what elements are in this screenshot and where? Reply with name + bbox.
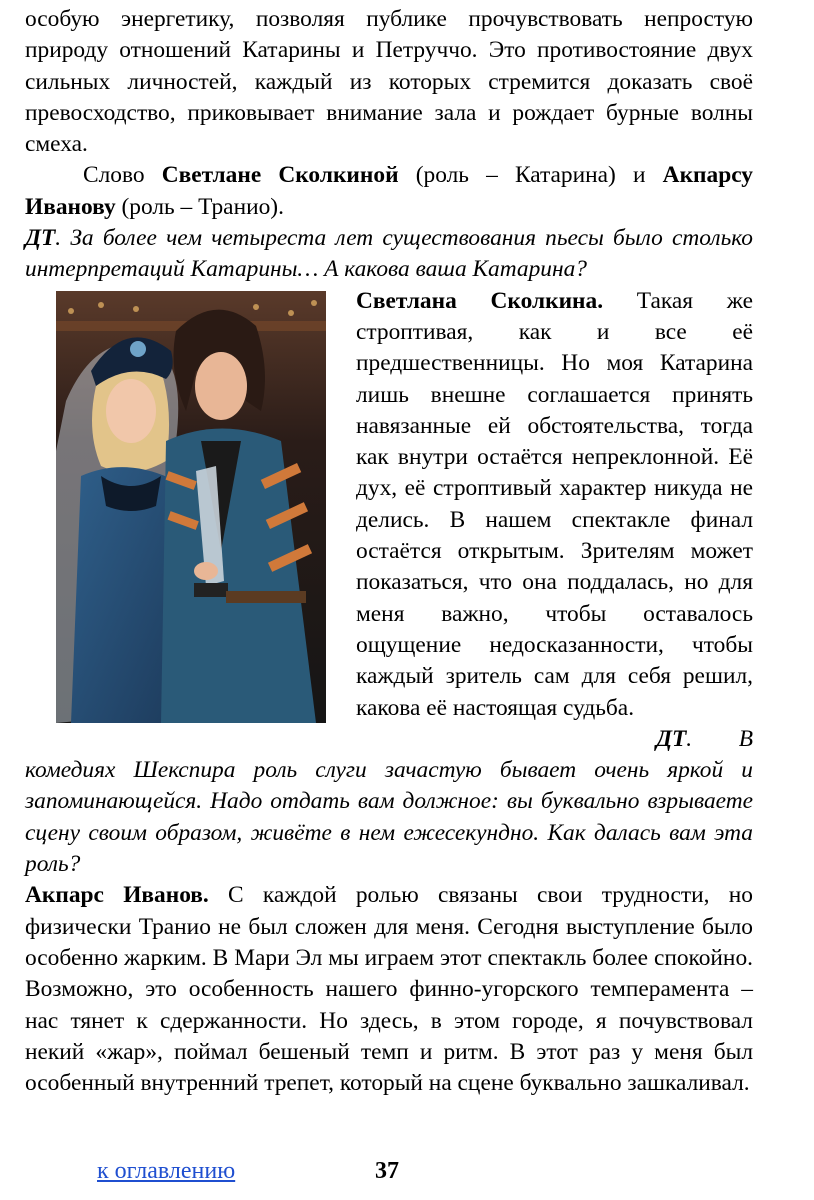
speaker-name-ivanov: Акпарсу Иванову (25, 162, 753, 220)
speaker-name-skolkina: Светлане Сколкиной (161, 162, 399, 189)
intro-text-3: (роль – Транио). (115, 193, 284, 220)
question-label: ДТ (656, 725, 687, 752)
paragraph-speakers-intro (25, 160, 753, 223)
question-text: . В комедиях Шекспира роль слуги зачастую бывает очень яркой и запоминающейся. Надо отдать вам должное: вы буквально взрываете сцену своим образом, живёте в нем ежесекундно. Как далась вам эта роль? (25, 725, 753, 878)
question-label: ДТ (25, 225, 56, 252)
actors-photo (56, 291, 326, 723)
question-1 (25, 223, 753, 286)
answer-text: С каждой ролью связаны свои трудности, но физически Транио не был сложен для меня. Сегодня выступление было особенно жарким. В Мари Эл мы играем этот спектакль более спокойно. Возможно, это особенность нашего финно-угорского темперамента – нас тянет к сдержанности. Но здесь, в этом городе, я почувствовал некий «жар», поймал бешеный темп и ритм. В этот раз у меня был особенный внутренний трепет, который на сцене буквально зашкаливал. (25, 882, 753, 1097)
question-2 (25, 724, 753, 880)
article-body (25, 4, 753, 1099)
table-of-contents-link[interactable]: к оглавлению (97, 1158, 236, 1184)
page-number: 37 (375, 1158, 399, 1184)
intro-text-2: (роль – Катарина) и (398, 162, 663, 189)
actors-photo-image (56, 291, 326, 723)
intro-text-1: Слово (83, 162, 162, 189)
answer-speaker: Акпарс Иванов. (25, 882, 209, 909)
answer-1 (25, 286, 753, 724)
answer-speaker: Светлана Сколкина. (356, 287, 604, 314)
answer-2 (25, 880, 753, 1099)
answer-text: Такая же строптивая, как и все её предшественницы. Но моя Катарина лишь внешне соглашается принять навязанные ей обстоятельства, тогда как внутри остаётся непреклонной. Её дух, её строптивый характер никуда не делись. В нашем спектакле финал остаётся открытым. Зрителям может показаться, что она поддалась, но для меня важно, чтобы оставалось ощущение недосказанности, чтобы каждый зритель сам для себя решил, какова её настоящая судьба. (356, 287, 753, 721)
question-text: . За более чем четыреста лет существования пьесы было столько интерпретаций Катарины… А какова ваша Катарина? (25, 225, 753, 283)
paragraph-intro-text: особую энергетику, позволяя публике прочувствовать непростую природу отношений Катарины и Петруччо. Это противостояние двух сильных личностей, каждый из которых стремится доказать своё превосходство, приковывает внимание зала и рождает бурные волны смеха. (25, 6, 753, 158)
